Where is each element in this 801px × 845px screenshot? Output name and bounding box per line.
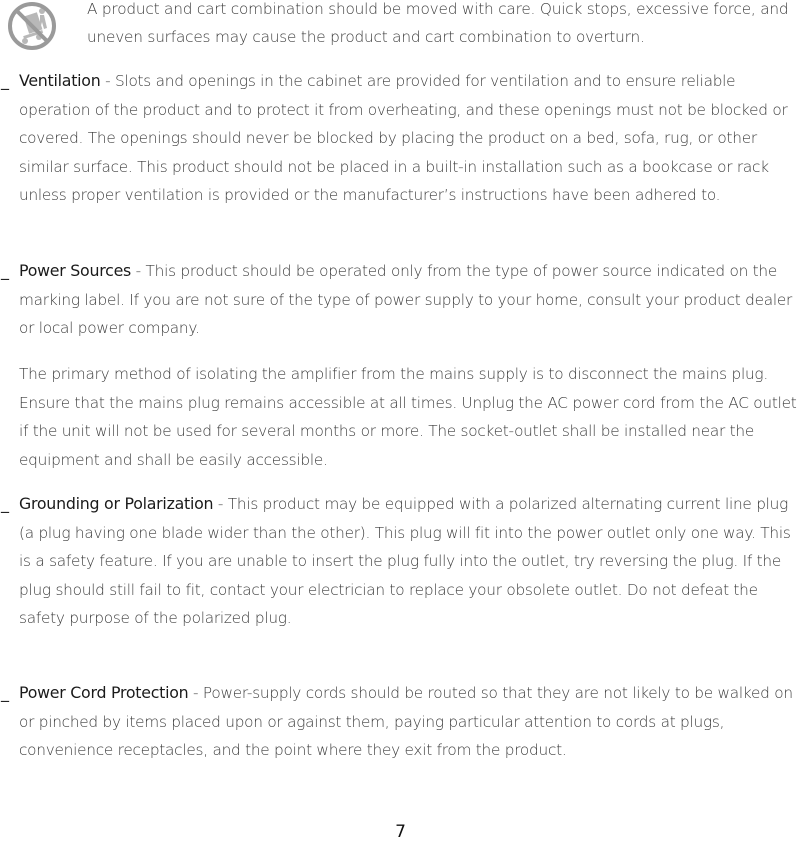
section-paragraph <box>19 360 801 474</box>
bullet-marker: _ <box>1 683 9 702</box>
no-tipping-cart-icon <box>4 0 60 52</box>
section-power-sources <box>0 257 801 343</box>
section-paragraph <box>19 490 801 633</box>
page-number: 7 <box>395 822 406 842</box>
section-paragraph <box>19 257 801 343</box>
section-isolation <box>0 360 801 474</box>
section-paragraph <box>19 679 801 765</box>
section-heading: Power Sources <box>19 261 132 280</box>
cart-warning-text: A product and cart combination should be moved with care. Quick stops, excessive force, and uneven surfaces may cause the product and cart combination to overturn. <box>87 0 789 46</box>
bullet-marker: _ <box>1 71 9 90</box>
bullet-marker: _ <box>1 261 9 280</box>
section-heading: Power Cord Protection <box>19 683 189 702</box>
section-body: The primary method of isolating the amplifier from the mains supply is to disconnect the mains plug. Ensure that the mains plug remains accessible at all times. Unplug the AC power cord from the AC outlet if the unit will not be used for several months or more. The socket-outlet shall be installed near the equipment and shall be easily accessible. <box>19 365 797 469</box>
section-body: - Power-supply cords should be routed so that they are not likely to be walked on or pinched by items placed upon or against them, paying particular attention to cords at plugs, convenience receptacles, and the point where they exit from the product. <box>19 684 793 760</box>
cart-warning <box>0 0 801 62</box>
section-body: - This product may be equipped with a polarized alternating current line plug (a plug having one blade wider than the other). This plug will fit into the power outlet only one way. This is a safety feature. If you are unable to insert the plug fully into the outlet, try reversing the plug. If the plug should still fail to fit, contact your electrician to replace your obsolete outlet. Do not defeat the safety purpose of the polarized plug. <box>19 495 791 628</box>
section-paragraph <box>19 67 801 210</box>
section-body: - Slots and openings in the cabinet are provided for ventilation and to ensure reliable operation of the product and to protect it from overheating, and these openings must not be blocked or covered. The openings should never be blocked by placing the product on a bed, sofa, rug, or other similar surface. This product should not be placed in a built-in installation such as a bookcase or rack unless proper ventilation is provided or the manufacturer’s instructions have been adhered to. <box>19 72 788 205</box>
section-ventilation <box>0 67 801 210</box>
section-heading: Ventilation <box>19 71 101 90</box>
section-heading: Grounding or Polarization <box>19 494 214 513</box>
bullet-marker: _ <box>1 494 9 513</box>
section-power-cord <box>0 679 801 765</box>
section-body: - This product should be operated only from the type of power source indicated on the marking label. If you are not sure of the type of power supply to your home, consult your product dealer or local power company. <box>19 262 793 338</box>
section-grounding <box>0 490 801 633</box>
